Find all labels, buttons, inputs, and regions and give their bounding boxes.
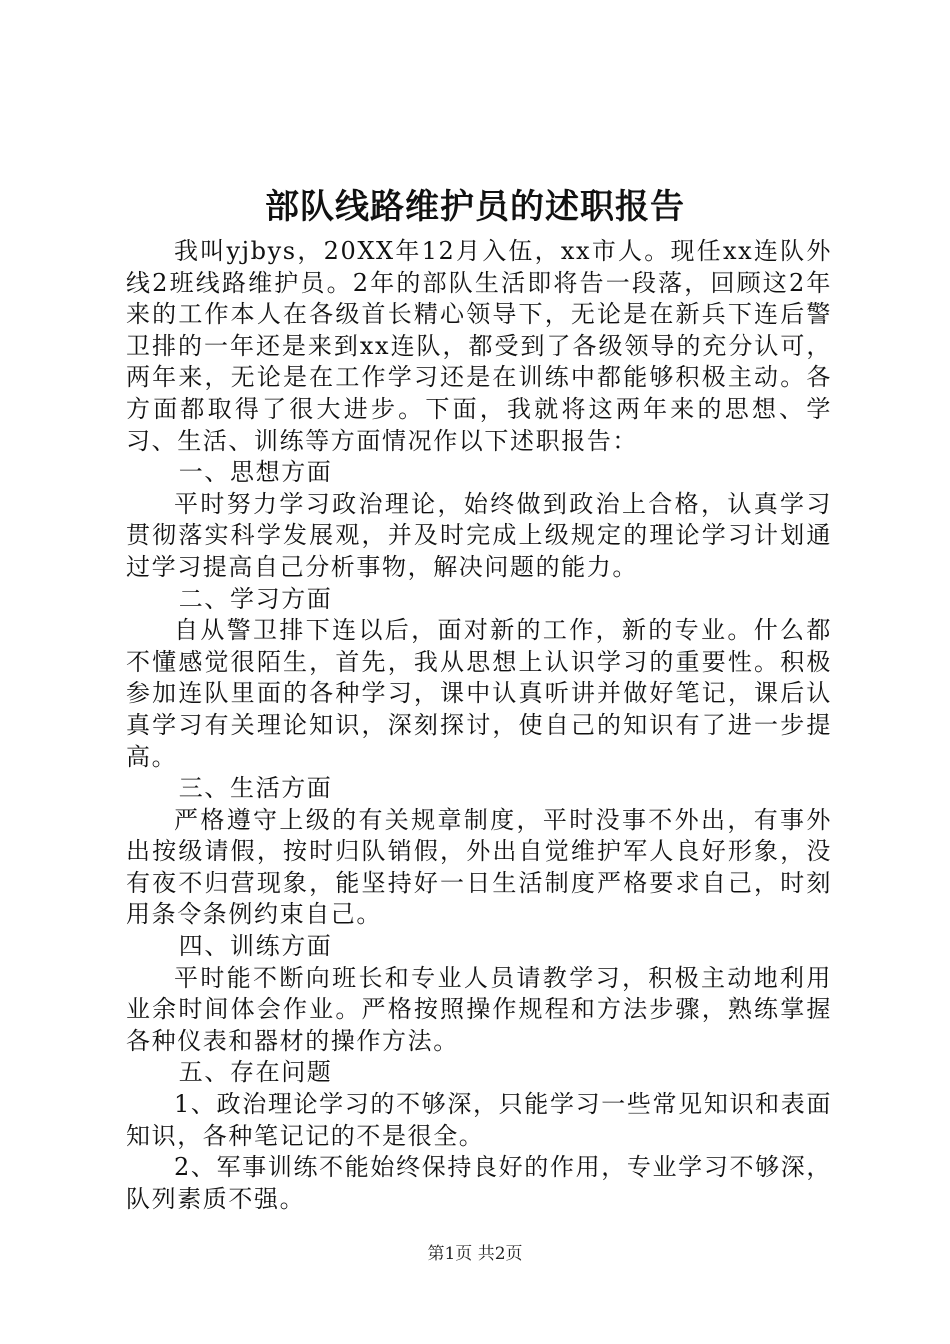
intro-paragraph: 我叫yjbys，20XX年12月入伍，xx市人。现任xx连队外线2班线路维护员。2年的部队生活即将告一段落，回顾这2年来的工作本人在各级首长精心领导下，无论是在新兵下连后警卫排的一年还是来到xx连队，都受到了各级领导的充分认可，两年来，无论是在工作学习还是在训练中都能够积极主动。各方面都取得了很大进步。下面，我就将这两年来的思想、学习、生活、训练等方面情况作以下述职报告： [126, 237, 832, 455]
life-paragraph: 严格遵守上级的有关规章制度，平时没事不外出，有事外出按级请假，按时归队销假，外出自觉维护军人良好形象，没有夜不归营现象，能坚持好一日生活制度严格要求自己，时刻用条令条例约束自己。 [126, 805, 832, 929]
problem-item-2: 2、军事训练不能始终保持良好的作用，专业学习不够深，队列素质不强。 [126, 1153, 832, 1213]
section-heading-problems: 五、存在问题 [178, 1058, 333, 1087]
section-heading-life: 三、生活方面 [178, 774, 333, 803]
section-heading-thought: 一、思想方面 [178, 458, 333, 487]
training-paragraph: 平时能不断向班长和专业人员请教学习，积极主动地利用业余时间体会作业。严格按照操作规程和方法步骤，熟练掌握各种仪表和器材的操作方法。 [126, 963, 832, 1055]
problem-item-1: 1、政治理论学习的不够深，只能学习一些常见知识和表面知识，各种笔记记的不是很全。 [126, 1090, 832, 1150]
document-title: 部队线路维护员的述职报告 [265, 187, 685, 227]
section-heading-training: 四、训练方面 [178, 932, 333, 961]
page-footer: 第1页 共2页 [427, 1244, 523, 1264]
study-paragraph: 自从警卫排下连以后，面对新的工作，新的专业。什么都不懂感觉很陌生，首先，我从思想上认识学习的重要性。积极参加连队里面的各种学习，课中认真听讲并做好笔记，课后认真学习有关理论知识，深刻探讨，使自己的知识有了进一步提高。 [126, 616, 832, 771]
section-heading-study: 二、学习方面 [178, 584, 333, 613]
document-body [126, 236, 832, 1215]
thought-paragraph: 平时努力学习政治理论，始终做到政治上合格，认真学习贯彻落实科学发展观，并及时完成上级规定的理论学习计划通过学习提高自己分析事物，解决问题的能力。 [126, 489, 832, 581]
